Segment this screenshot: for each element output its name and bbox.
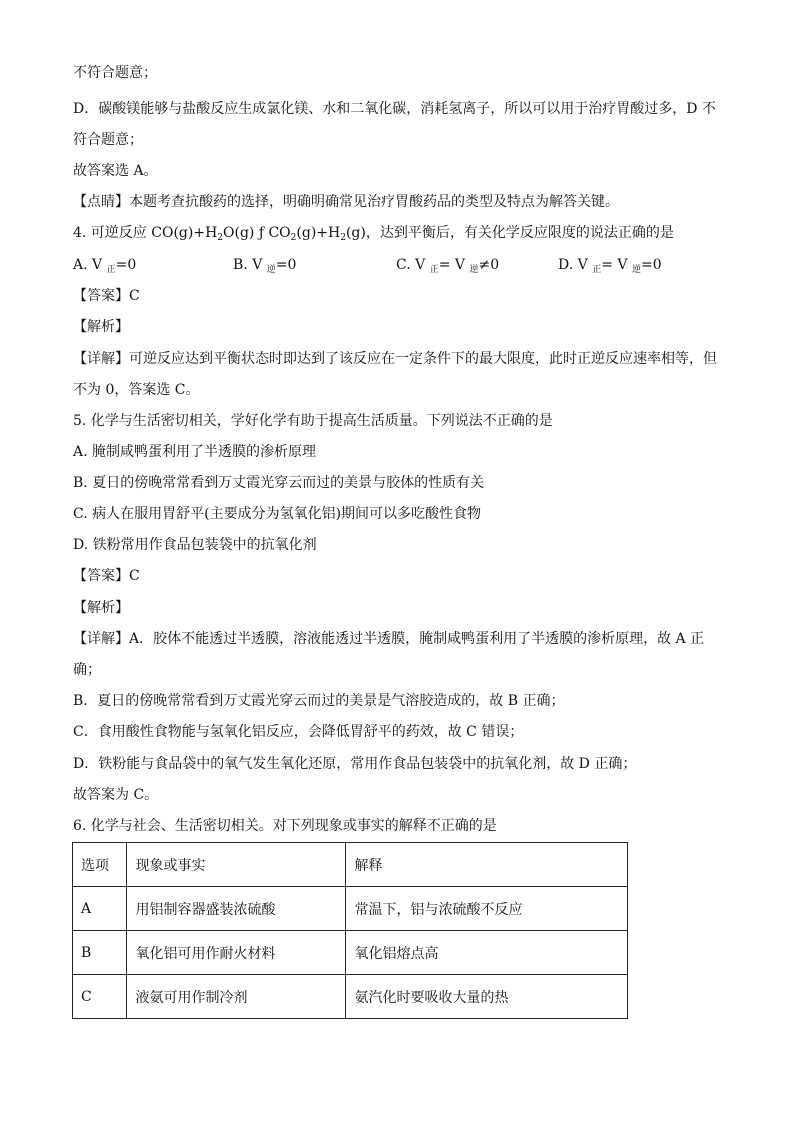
question-4-option-a: A. V $_正$=0 — [73, 257, 137, 275]
text-line: D．碳酸镁能够与盐酸反应生成氯化镁、水和二氧化碳，消耗氢离子，所以可以用于治疗胃酸过多，D 不 — [73, 101, 716, 117]
table-cell: 氧化铝熔点高 — [346, 931, 628, 975]
question-5-option-a: A. 腌制咸鸭蛋利用了半透膜的渗析原理 — [73, 444, 317, 460]
table-row — [73, 931, 628, 975]
question-5-detail: 故答案为 C。 — [73, 787, 159, 803]
table-cell: 常温下，铝与浓硫酸不反应 — [346, 887, 628, 931]
table-row — [73, 975, 628, 1019]
table-cell: 用铝制容器盛装浓硫酸 — [127, 887, 346, 931]
question-5-analysis-label: 【解析】 — [73, 600, 129, 616]
question-5-option-b: B. 夏日的傍晚常常看到万丈霞光穿云而过的美景与胶体的性质有关 — [73, 475, 485, 491]
question-4-analysis-label: 【解析】 — [73, 319, 129, 335]
text-line: 故答案选 A。 — [73, 163, 158, 179]
table-header-cell: 解释 — [346, 843, 628, 887]
question-6-table — [72, 842, 628, 1019]
question-5-detail: 确； — [73, 662, 101, 678]
question-4-answer: 【答案】C — [73, 288, 140, 304]
table-row — [73, 887, 628, 931]
question-5-detail: B．夏日的傍晚常常看到万丈霞光穿云而过的美景是气溶胶造成的，故 B 正确； — [73, 693, 565, 709]
text-line: 不符合题意； — [73, 65, 157, 81]
table-cell: 氨汽化时要吸收大量的热 — [346, 975, 628, 1019]
question-4-stem: 4. 可逆反应 $CO(g)+H_2O(g)$ ƒ $CO_2(g)+H_2(g)$，达到平衡后，有关化学反应限度的说法正确的是 — [73, 225, 674, 243]
table-header-row — [73, 843, 628, 887]
text-line: 符合题意； — [73, 132, 143, 148]
table-header-cell: 现象或事实 — [127, 843, 346, 887]
question-5-answer: 【答案】C — [73, 568, 140, 584]
question-4-option-d: D. V $_正$= V $_逆$=0 — [558, 257, 662, 275]
question-5-stem: 5. 化学与生活密切相关，学好化学有助于提高生活质量。下列说法不正确的是 — [73, 413, 553, 429]
question-6-stem: 6. 化学与社会、生活密切相关。对下列现象或事实的解释不正确的是 — [73, 818, 497, 834]
question-5-detail: 【详解】A．胶体不能透过半透膜，溶液能透过半透膜，腌制咸鸭蛋利用了半透膜的渗析原理，故 A 正 — [73, 631, 705, 647]
question-5-detail: C．食用酸性食物能与氢氧化铝反应，会降低胃舒平的药效，故 C 错误； — [73, 724, 524, 740]
question-4-option-c: C. V $_正$= V $_逆$≠0 — [396, 257, 500, 275]
question-4-detail: 【详解】可逆反应达到平衡状态时即达到了该反应在一定条件下的最大限度，此时正逆反应速率相等，但 — [73, 351, 717, 367]
question-5-option-d: D. 铁粉常用作食品包装袋中的抗氧化剂 — [73, 537, 317, 553]
question-5-option-c: C. 病人在服用胃舒平(主要成分为氢氧化铝)期间可以多吃酸性食物 — [73, 506, 482, 522]
table-cell: C — [73, 975, 127, 1019]
table-cell: 液氨可用作制冷剂 — [127, 975, 346, 1019]
table-cell: 氧化铝可用作耐火材料 — [127, 931, 346, 975]
table-header-cell: 选项 — [73, 843, 127, 887]
question-5-detail: D．铁粉能与食品袋中的氧气发生氧化还原，常用作食品包装袋中的抗氧化剂，故 D 正确； — [73, 756, 637, 772]
table-cell: B — [73, 931, 127, 975]
table-cell: A — [73, 887, 127, 931]
question-4-detail: 不为 0，答案选 C。 — [73, 382, 200, 398]
key-point-line: 【点睛】本题考查抗酸药的选择，明确明确常见治疗胃酸药品的类型及特点为解答关键。 — [73, 194, 619, 210]
question-4-option-b: B. V $_逆$=0 — [233, 257, 297, 275]
